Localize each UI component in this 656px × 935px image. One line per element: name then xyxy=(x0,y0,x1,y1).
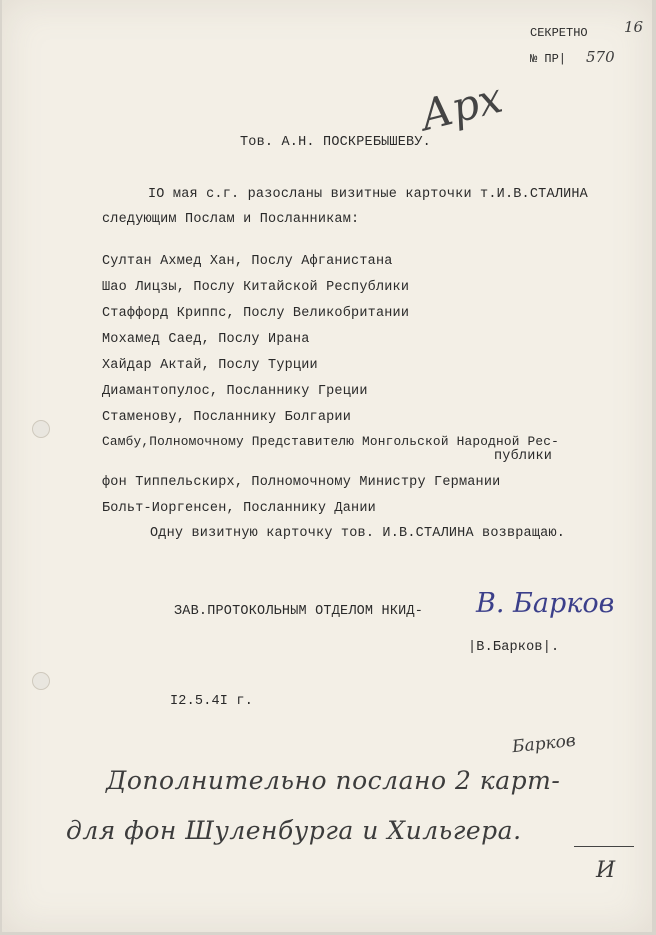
recipient-line: Мохамед Саед, Послу Ирана xyxy=(102,332,310,347)
intro-line-1: IO мая с.г. разосланы визитные карточки т.И.В.СТАЛИНА xyxy=(148,187,588,202)
recipient-line: Султан Ахмед Хан, Послу Афганистана xyxy=(102,254,393,269)
signature-title: ЗАВ.ПРОТОКОЛЬНЫМ ОТДЕЛОМ НКИД- xyxy=(174,604,424,619)
recipient-line: Стаффорд Криппс, Послу Великобритании xyxy=(102,306,410,321)
document-date: I2.5.4I г. xyxy=(170,694,254,709)
signatory-name: |В.Барков|. xyxy=(468,640,560,655)
handwritten-signature: В. Барков xyxy=(476,588,615,619)
handwritten-underline xyxy=(574,846,634,847)
handwritten-note-above: Барков xyxy=(511,730,577,758)
binder-hole xyxy=(32,420,50,438)
archive-resolution-mark: Арх xyxy=(415,72,508,141)
handwritten-note-line-1: Дополнительно послано 2 карт- xyxy=(106,766,561,795)
return-note: Одну визитную карточку тов. И.В.СТАЛИНА возвращаю. xyxy=(150,526,566,541)
recipient-line: Больт-Иоргенсен, Посланнику Дании xyxy=(102,501,376,516)
handwritten-note-line-2: для фон Шуленбурга и Хильгера. xyxy=(66,816,522,845)
classification-stamp: СЕКРЕТНО xyxy=(530,26,588,40)
document-page xyxy=(2,0,652,932)
page-number: 16 xyxy=(624,18,644,36)
handwritten-initial: И xyxy=(596,858,616,883)
document-number-value: 570 xyxy=(586,48,615,66)
recipient-line: Диамантопулос, Посланнику Греции xyxy=(102,384,368,399)
binder-hole xyxy=(32,672,50,690)
recipient-line: Шао Лицзы, Послу Китайской Республики xyxy=(102,280,410,295)
recipient-line: Самбу,Полномочному Представителю Монгольской Народной Рес- xyxy=(102,434,560,449)
recipient-line: фон Типпельскирх, Полномочному Министру Германии xyxy=(102,475,501,490)
addressee: Тов. А.Н. ПОСКРЕБЫШЕВУ. xyxy=(240,135,431,150)
document-number-label: № ПР| xyxy=(530,52,567,66)
intro-line-2: следующим Послам и Посланникам: xyxy=(102,212,360,227)
recipient-line-continuation: публики xyxy=(494,449,553,464)
recipient-line: Стаменову, Посланнику Болгарии xyxy=(102,410,352,425)
recipient-line: Хайдар Актай, Послу Турции xyxy=(102,358,318,373)
